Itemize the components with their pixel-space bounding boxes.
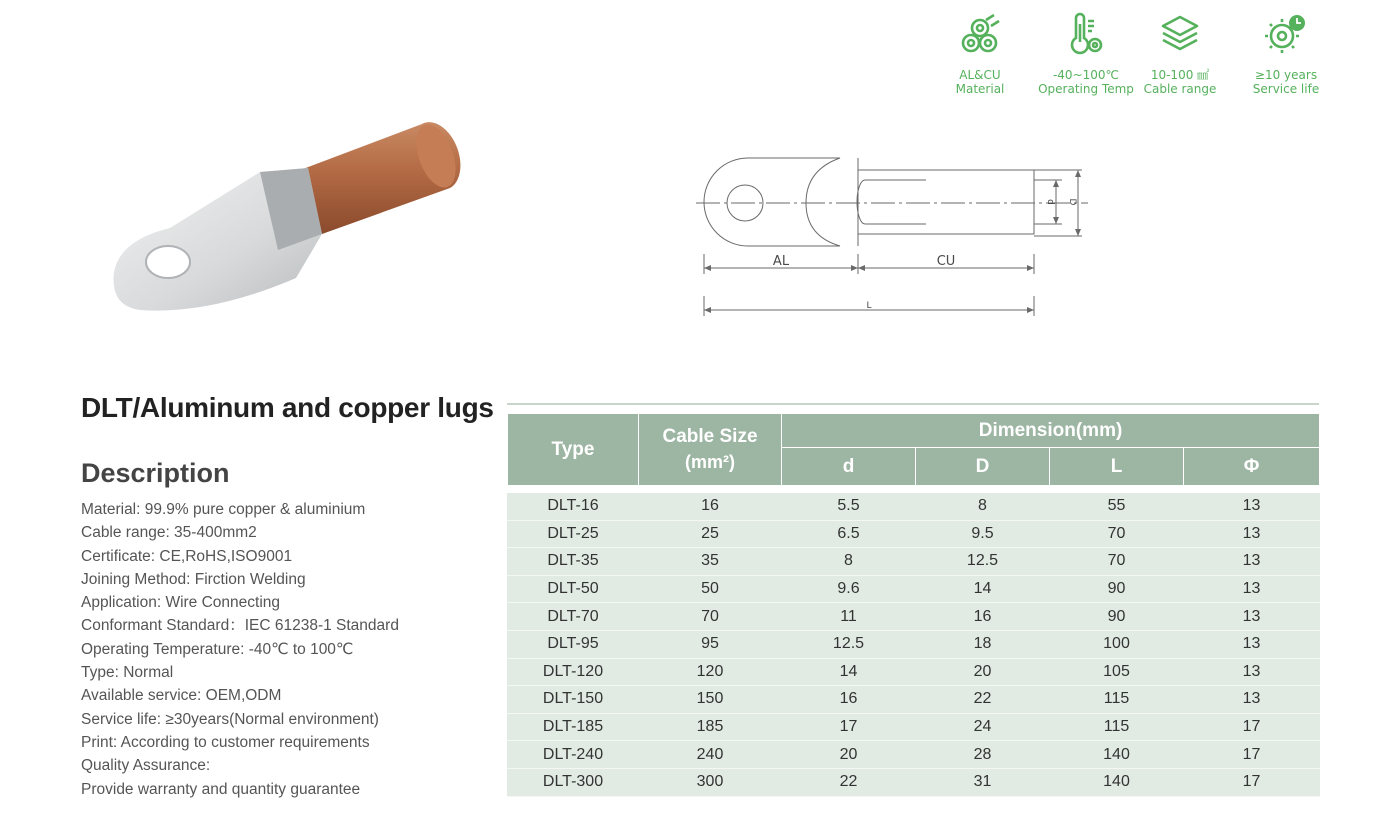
table-cell: 16 — [639, 493, 782, 521]
table-row — [508, 741, 1320, 769]
table-row — [508, 548, 1320, 576]
table-cell: 95 — [639, 630, 782, 658]
header-dimension: Dimension(mm) — [782, 414, 1320, 448]
table-cell: 12.5 — [782, 630, 916, 658]
description-item: Provide warranty and quantity guarantee — [81, 780, 361, 798]
feature-material-value: AL&CU — [959, 68, 1001, 82]
table-cell: 115 — [1050, 686, 1184, 714]
table-cell: 13 — [1184, 630, 1320, 658]
table-cell: 120 — [639, 658, 782, 686]
description-list — [81, 498, 399, 801]
table-cell: 5.5 — [782, 493, 916, 521]
spec-table-body — [508, 486, 1320, 797]
table-cell: DLT-16 — [508, 493, 639, 521]
table-cell: 140 — [1050, 768, 1184, 796]
table-cell: DLT-185 — [508, 713, 639, 741]
label-al: AL — [772, 254, 790, 269]
description-item: Joining Method: Firction Welding — [81, 570, 306, 588]
header-cable-size-unit: (mm²) — [685, 452, 735, 472]
table-cell: 16 — [916, 603, 1050, 631]
table-cell: 14 — [916, 575, 1050, 603]
feature-service-life-label: Service life — [1252, 82, 1320, 96]
description-item: Material: 99.9% pure copper & aluminium — [81, 501, 366, 518]
table-cell: 11 — [782, 603, 916, 631]
table-row — [508, 768, 1320, 796]
table-cell: 18 — [916, 630, 1050, 658]
product-photo — [100, 110, 470, 325]
table-cell: DLT-25 — [508, 520, 639, 548]
table-cell: 16 — [782, 686, 916, 714]
table-cell: 22 — [916, 686, 1050, 714]
description-heading: Description — [81, 458, 230, 488]
table-cell: 13 — [1184, 575, 1320, 603]
table-cell: DLT-150 — [508, 686, 639, 714]
description-item: Certificate: CE,RoHS,ISO9001 — [81, 547, 293, 565]
wires-icon — [958, 12, 1002, 56]
table-cell: 70 — [1050, 520, 1184, 548]
table-cell: 17 — [1184, 741, 1320, 769]
table-cell: 13 — [1184, 493, 1320, 521]
feature-temperature-label: Operating Temp — [1038, 82, 1134, 96]
table-cell: 115 — [1050, 713, 1184, 741]
table-cell: 6.5 — [782, 520, 916, 548]
label-outer-diameter: D — [1067, 198, 1077, 206]
table-cell: DLT-300 — [508, 768, 639, 796]
spec-table-container — [507, 403, 1319, 797]
table-row — [508, 575, 1320, 603]
table-row — [508, 630, 1320, 658]
table-row — [508, 713, 1320, 741]
feature-temperature-value: -40~100℃ — [1052, 68, 1120, 82]
description-item: Service life: ≥30years(Normal environment) — [81, 710, 379, 728]
table-cell: 17 — [1184, 713, 1320, 741]
table-cell: 9.6 — [782, 575, 916, 603]
table-cell: DLT-70 — [508, 603, 639, 631]
table-row — [508, 686, 1320, 714]
label-cu: CU — [936, 254, 956, 269]
thermometer-icon — [1064, 12, 1108, 56]
feature-cable-range — [1130, 12, 1230, 96]
table-cell: 140 — [1050, 741, 1184, 769]
table-cell: 12.5 — [916, 548, 1050, 576]
table-cell: 9.5 — [916, 520, 1050, 548]
label-length: L — [866, 301, 872, 311]
feature-cable-range-label: Cable range — [1143, 82, 1217, 96]
table-cell: 14 — [782, 658, 916, 686]
table-cell: 24 — [916, 713, 1050, 741]
dimension-drawing — [690, 148, 1100, 323]
table-row — [508, 520, 1320, 548]
table-cell: DLT-120 — [508, 658, 639, 686]
table-cell: DLT-50 — [508, 575, 639, 603]
table-cell: 20 — [782, 741, 916, 769]
header-cable-size — [639, 414, 782, 486]
table-cell: 13 — [1184, 548, 1320, 576]
feature-service-life — [1236, 12, 1336, 96]
table-cell: 28 — [916, 741, 1050, 769]
description-item: Cable range: 35-400mm2 — [81, 524, 257, 542]
description-item: Conformant Standard：IEC 61238-1 Standard — [81, 617, 399, 635]
table-cell: 55 — [1050, 493, 1184, 521]
description-item: Operating Temperature: -40℃ to 100℃ — [81, 640, 354, 658]
table-cell: 70 — [1050, 548, 1184, 576]
table-cell: 50 — [639, 575, 782, 603]
table-cell: 90 — [1050, 603, 1184, 631]
product-title: DLT/Aluminum and copper lugs — [81, 392, 494, 423]
feature-temperature — [1036, 12, 1136, 96]
table-row — [508, 658, 1320, 686]
description-item: Application: Wire Connecting — [81, 594, 281, 612]
spec-table — [507, 413, 1320, 797]
table-cell: DLT-95 — [508, 630, 639, 658]
label-inner-diameter: d — [1045, 199, 1055, 205]
table-cell: 22 — [782, 768, 916, 796]
table-cell: DLT-35 — [508, 548, 639, 576]
table-cell: 13 — [1184, 520, 1320, 548]
header-length: L — [1050, 448, 1184, 486]
table-cell: 8 — [782, 548, 916, 576]
table-cell: 35 — [639, 548, 782, 576]
feature-material-label: Material — [955, 82, 1005, 96]
table-cell: 17 — [782, 713, 916, 741]
description-item: Available service: OEM,ODM — [81, 687, 282, 705]
table-row — [508, 603, 1320, 631]
feature-icons — [930, 12, 1330, 107]
header-type: Type — [508, 414, 639, 486]
table-cell: 70 — [639, 603, 782, 631]
header-hole-diameter: Φ — [1184, 448, 1320, 486]
table-cell: 300 — [639, 768, 782, 796]
feature-cable-range-value: 10-100 ㎟ — [1150, 68, 1210, 82]
table-row — [508, 493, 1320, 521]
table-cell: 105 — [1050, 658, 1184, 686]
table-cell: 8 — [916, 493, 1050, 521]
table-cell: 31 — [916, 768, 1050, 796]
feature-service-life-value: ≥10 years — [1254, 68, 1318, 82]
header-cable-size-label: Cable Size — [662, 426, 758, 447]
feature-material — [930, 12, 1030, 96]
table-cell: 13 — [1184, 658, 1320, 686]
table-cell: 20 — [916, 658, 1050, 686]
header-outer-diameter: D — [916, 448, 1050, 486]
table-cell: 13 — [1184, 603, 1320, 631]
table-cell: 100 — [1050, 630, 1184, 658]
table-cell: 150 — [639, 686, 782, 714]
layers-icon — [1158, 12, 1202, 56]
header-inner-diameter: d — [782, 448, 916, 486]
table-cell: 13 — [1184, 686, 1320, 714]
table-cell: 25 — [639, 520, 782, 548]
description-item: Print: According to customer requirements — [81, 733, 370, 751]
table-cell: 17 — [1184, 768, 1320, 796]
description-item: Quality Assurance: — [81, 757, 211, 775]
table-cell: 90 — [1050, 575, 1184, 603]
table-cell: 185 — [639, 713, 782, 741]
table-cell: 240 — [639, 741, 782, 769]
table-top-rule — [507, 403, 1319, 405]
table-cell: DLT-240 — [508, 741, 639, 769]
gear-clock-icon — [1264, 12, 1308, 56]
description-item: Type: Normal — [81, 664, 174, 682]
